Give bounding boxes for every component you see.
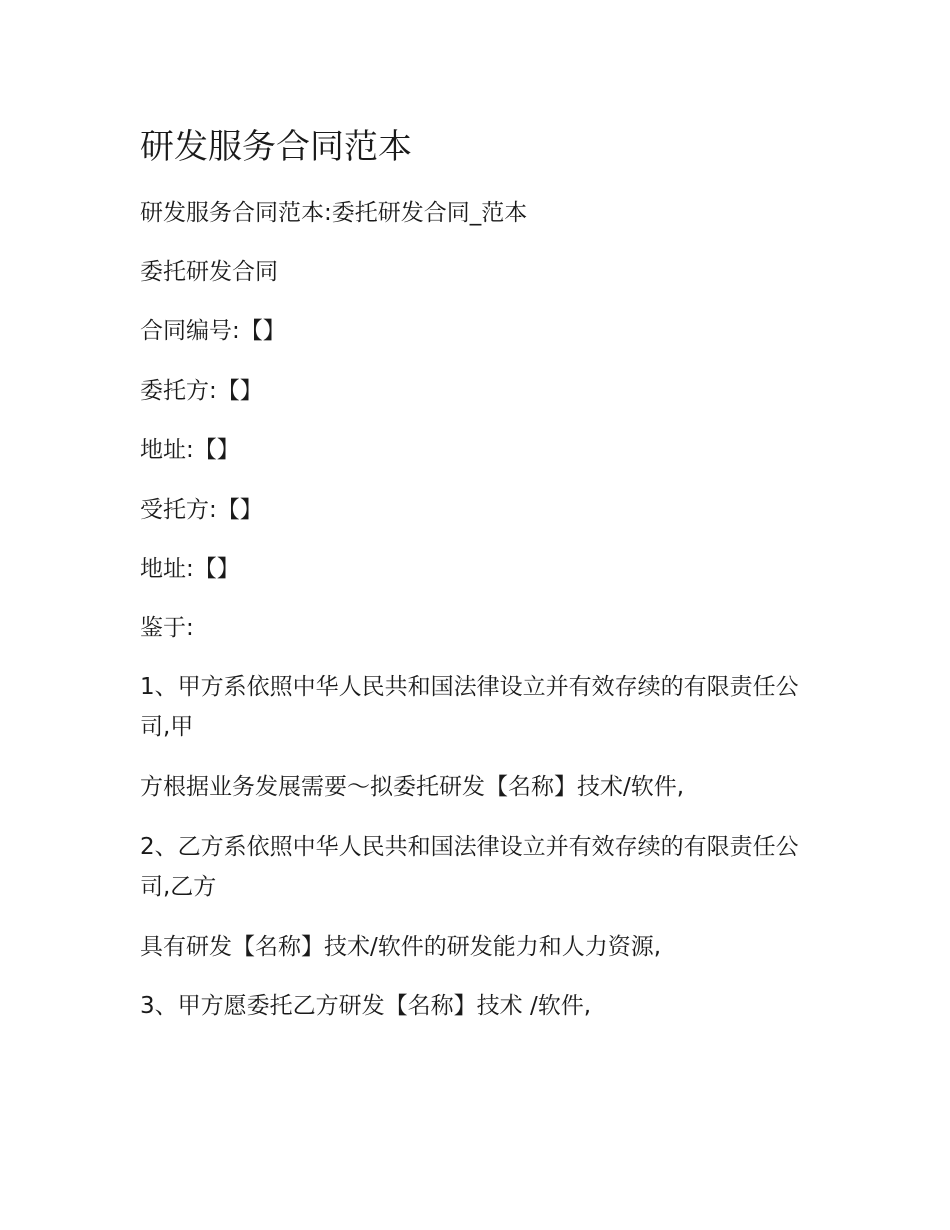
document-subtitle: 研发服务合同范本:委托研发合同_范本 — [140, 200, 528, 226]
contract-heading: 委托研发合同 — [140, 259, 278, 285]
clause-2-first-part: 2、乙方系依照中华人民共和国法律设立并有效存续的有限责任公司,乙方 — [140, 834, 799, 900]
document-title: 研发服务合同范本 — [140, 127, 412, 167]
whereas-heading: 鉴于: — [140, 615, 194, 641]
contractor-address: 地址:【】 — [140, 556, 240, 582]
client-party: 委托方:【】 — [140, 378, 263, 404]
contractor-party: 受托方:【】 — [140, 497, 263, 523]
client-address: 地址:【】 — [140, 437, 240, 463]
clause-1-second-part: 方根据业务发展需要～拟委托研发【名称】技术/软件, — [140, 774, 685, 800]
clause-2-second-part: 具有研发【名称】技术/软件的研发能力和人力资源, — [140, 934, 662, 960]
clause-3: 3、甲方愿委托乙方研发【名称】技术 /软件, — [140, 993, 592, 1019]
contract-number: 合同编号:【】 — [140, 318, 286, 344]
clause-1-first-part: 1、甲方系依照中华人民共和国法律设立并有效存续的有限责任公司,甲 — [140, 674, 799, 740]
